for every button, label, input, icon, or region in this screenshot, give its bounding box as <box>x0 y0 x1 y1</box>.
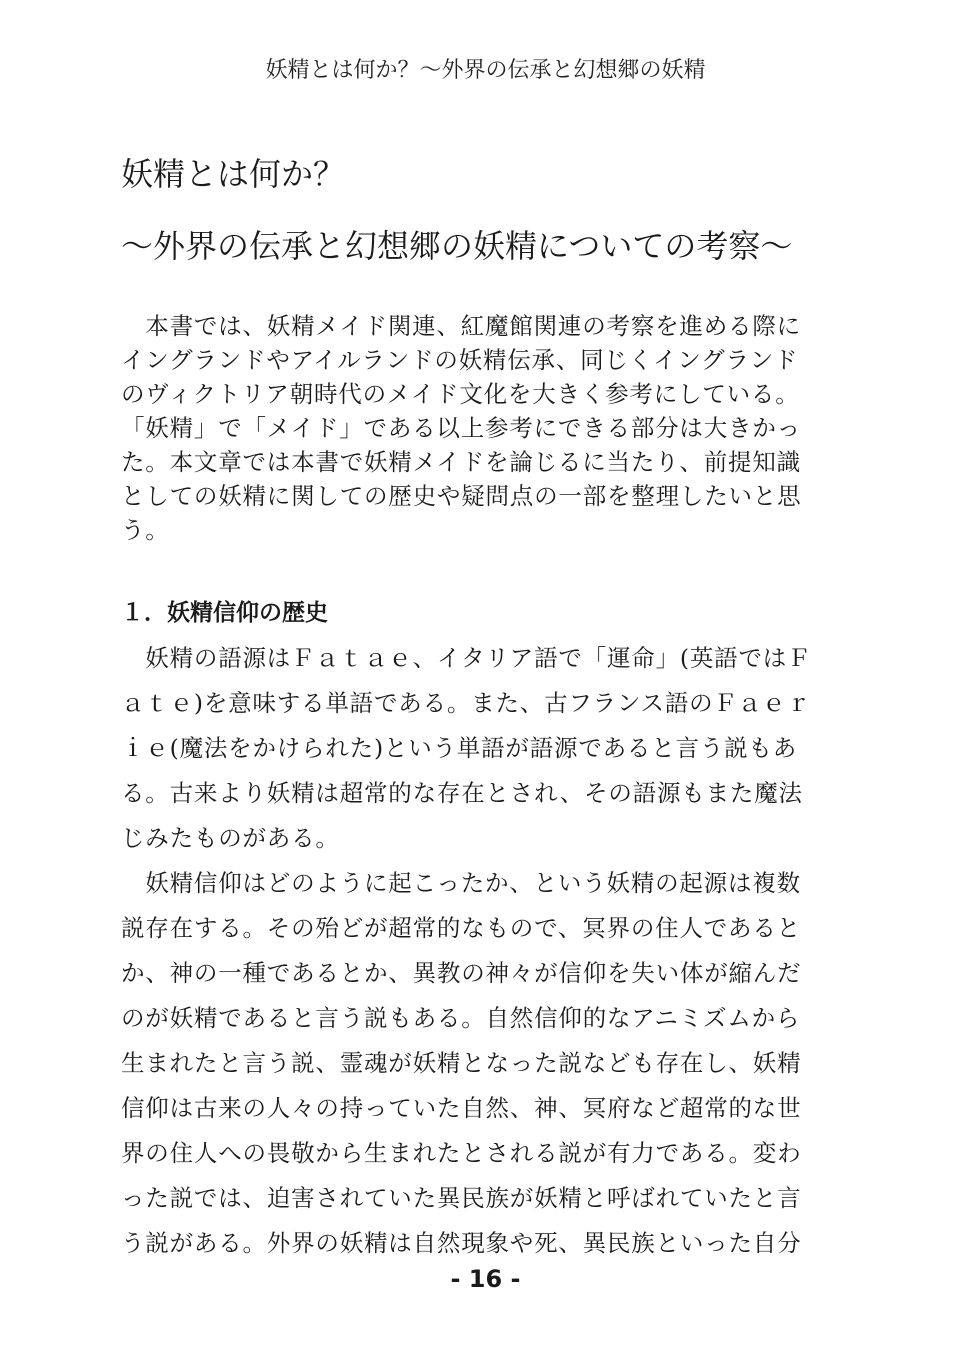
page-number: - 16 - <box>450 1265 521 1293</box>
body-line: ｉｅ(魔法をかけられた)という単語が語源であると言う説もあ <box>121 734 798 762</box>
intro-line: う。 <box>121 516 170 544</box>
section-body <box>121 636 851 1266</box>
body-line: のが妖精であると言う説もある。自然信仰的なアニミズムから <box>121 1004 801 1032</box>
body-line: じみたものがある。 <box>121 824 340 852</box>
body-line: 生まれたと言う説、霊魂が妖精となった説なども存在し、妖精 <box>121 1049 802 1077</box>
intro-line: 「妖精」で「メイド」である以上参考にできる部分は大きかっ <box>121 414 801 442</box>
intro-line: のヴィクトリア朝時代のメイド文化を大きく参考にしている。 <box>121 380 800 408</box>
page-title: 妖精とは何か？ <box>121 155 346 193</box>
page-subtitle: 〜外界の伝承と幻想郷の妖精についての考察〜 <box>121 227 793 265</box>
intro-line: イングランドやアイルランドの妖精伝承、同じくイングランド <box>121 346 799 374</box>
running-header: 妖精とは何か？〜外界の伝承と幻想郷の妖精 <box>265 58 706 83</box>
body-line: った説では、迫害されていた異民族が妖精と呼ばれていたと言 <box>121 1184 802 1212</box>
body-line: ａｔｅ)を意味する単語である。また、古フランス語のＦａｅｒ <box>121 689 811 717</box>
intro-paragraph <box>121 309 851 547</box>
section-heading: １．妖精信仰の歴史 <box>121 600 328 626</box>
body-line: か、神の一種であるとか、異教の神々が信仰を失い体が縮んだ <box>121 959 802 987</box>
body-line: る。古来より妖精は超常的な存在とされ、その語源もまた魔法 <box>121 779 803 807</box>
body-line: 妖精の語源はＦａｔａｅ、イタリア語で「運命」(英語ではＦ <box>121 644 812 672</box>
body-line: う説がある。外界の妖精は自然現象や死、異民族といった自分 <box>121 1229 802 1257</box>
intro-line: としての妖精に関しての歴史や疑問点の一部を整理したいと思 <box>121 482 802 510</box>
body-line: 信仰は古来の人々の持っていた自然、神、冥府など超常的な世 <box>121 1094 802 1122</box>
intro-line: た。本文章では本書で妖精メイドを論じるに当たり、前提知識 <box>121 448 801 476</box>
body-line: 説存在する。その殆どが超常的なもので、冥界の住人であると <box>121 914 801 942</box>
intro-line: 本書では、妖精メイド関連、紅魔館関連の考察を進める際に <box>121 312 801 340</box>
body-line: 界の住人への畏敬から生まれたとされる説が有力である。変わ <box>121 1139 802 1167</box>
body-line: 妖精信仰はどのように起こったか、という妖精の起源は複数 <box>121 869 801 897</box>
